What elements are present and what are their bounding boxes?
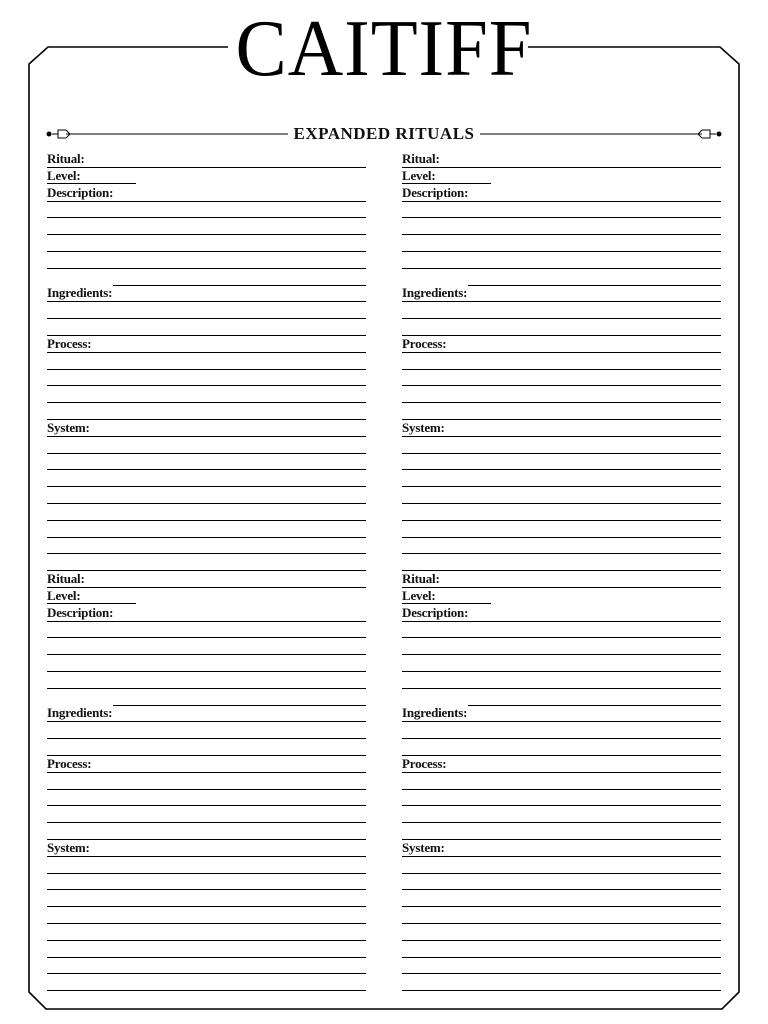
writing-line[interactable] xyxy=(47,822,366,840)
system-label: System: xyxy=(47,419,90,435)
writing-line[interactable] xyxy=(47,872,366,890)
writing-line[interactable] xyxy=(47,721,366,739)
writing-line[interactable] xyxy=(402,251,721,269)
ritual-entry-block xyxy=(47,150,366,574)
writing-line[interactable] xyxy=(402,234,721,252)
ritual-label: Ritual: xyxy=(402,151,440,166)
process-field[interactable] xyxy=(47,335,366,353)
level-label: Level: xyxy=(47,587,81,603)
level-field[interactable] xyxy=(402,167,492,184)
writing-line[interactable] xyxy=(47,856,366,874)
writing-line[interactable] xyxy=(47,688,366,706)
writing-line[interactable] xyxy=(47,486,366,504)
description-label: Description: xyxy=(47,604,114,620)
section-header xyxy=(0,124,768,144)
ingredients-label: Ingredients: xyxy=(402,705,468,721)
page-title: CAITIFF xyxy=(235,5,533,93)
ritual-field[interactable] xyxy=(47,570,366,588)
system-label: System: xyxy=(402,419,445,435)
writing-line[interactable] xyxy=(47,772,366,790)
description-label: Description: xyxy=(402,604,469,620)
writing-line[interactable] xyxy=(47,738,366,756)
writing-line[interactable] xyxy=(402,503,721,521)
writing-line[interactable] xyxy=(47,956,366,974)
ingredients-field[interactable] xyxy=(402,284,721,302)
ritual-field[interactable] xyxy=(47,150,366,168)
writing-line[interactable] xyxy=(402,671,721,689)
writing-line[interactable] xyxy=(47,620,366,638)
level-field[interactable] xyxy=(47,587,137,604)
ritual-entry-block xyxy=(402,150,721,574)
system-field[interactable] xyxy=(47,839,366,857)
writing-line[interactable] xyxy=(402,923,721,941)
writing-line[interactable] xyxy=(47,788,366,806)
writing-line[interactable] xyxy=(402,973,721,991)
writing-line[interactable] xyxy=(47,217,366,235)
ritual-entry-block xyxy=(402,570,721,994)
writing-line[interactable] xyxy=(402,872,721,890)
writing-line[interactable] xyxy=(47,906,366,924)
writing-line[interactable] xyxy=(402,469,721,487)
writing-line[interactable] xyxy=(402,889,721,907)
description-field[interactable] xyxy=(402,184,721,202)
ingredients-field[interactable] xyxy=(47,704,366,722)
writing-line[interactable] xyxy=(402,620,721,638)
writing-line[interactable] xyxy=(402,940,721,958)
writing-line[interactable] xyxy=(47,654,366,672)
writing-line[interactable] xyxy=(47,973,366,991)
process-label: Process: xyxy=(402,755,447,771)
writing-line[interactable] xyxy=(47,385,366,403)
writing-line[interactable] xyxy=(402,688,721,706)
level-label: Level: xyxy=(47,167,81,183)
writing-line[interactable] xyxy=(402,654,721,672)
ritual-label: Ritual: xyxy=(47,571,85,586)
writing-line[interactable] xyxy=(402,200,721,218)
writing-line[interactable] xyxy=(47,402,366,420)
writing-line[interactable] xyxy=(402,368,721,386)
writing-line[interactable] xyxy=(47,520,366,538)
ingredients-field[interactable] xyxy=(402,704,721,722)
writing-line[interactable] xyxy=(47,469,366,487)
writing-line[interactable] xyxy=(47,200,366,218)
writing-line[interactable] xyxy=(402,436,721,454)
system-field[interactable] xyxy=(47,419,366,437)
writing-line[interactable] xyxy=(47,352,366,370)
writing-line[interactable] xyxy=(47,553,366,571)
level-field[interactable] xyxy=(47,167,137,184)
writing-line[interactable] xyxy=(47,301,366,319)
writing-line[interactable] xyxy=(402,486,721,504)
process-field[interactable] xyxy=(47,755,366,773)
ritual-field[interactable] xyxy=(402,570,721,588)
description-field[interactable] xyxy=(402,604,721,622)
ingredients-label: Ingredients: xyxy=(47,285,113,301)
writing-line[interactable] xyxy=(47,368,366,386)
ritual-label: Ritual: xyxy=(47,151,85,166)
system-field[interactable] xyxy=(402,419,721,437)
writing-line[interactable] xyxy=(402,906,721,924)
process-field[interactable] xyxy=(402,335,721,353)
writing-line[interactable] xyxy=(402,536,721,554)
writing-line[interactable] xyxy=(47,268,366,286)
writing-line[interactable] xyxy=(47,671,366,689)
description-label: Description: xyxy=(47,184,114,200)
ingredients-label: Ingredients: xyxy=(402,285,468,301)
writing-line[interactable] xyxy=(402,637,721,655)
writing-line[interactable] xyxy=(47,318,366,336)
writing-line[interactable] xyxy=(402,217,721,235)
writing-line[interactable] xyxy=(47,637,366,655)
writing-line[interactable] xyxy=(47,536,366,554)
writing-line[interactable] xyxy=(47,503,366,521)
process-field[interactable] xyxy=(402,755,721,773)
writing-line[interactable] xyxy=(47,234,366,252)
writing-line[interactable] xyxy=(47,452,366,470)
level-label: Level: xyxy=(402,587,436,603)
level-label: Level: xyxy=(402,167,436,183)
writing-line[interactable] xyxy=(402,553,721,571)
writing-line[interactable] xyxy=(402,402,721,420)
writing-line[interactable] xyxy=(402,772,721,790)
writing-line[interactable] xyxy=(402,301,721,319)
writing-line[interactable] xyxy=(47,805,366,823)
writing-line[interactable] xyxy=(402,788,721,806)
writing-line[interactable] xyxy=(402,738,721,756)
ritual-label: Ritual: xyxy=(402,571,440,586)
writing-line[interactable] xyxy=(402,721,721,739)
description-field[interactable] xyxy=(47,184,366,202)
process-label: Process: xyxy=(47,755,92,771)
writing-line[interactable] xyxy=(402,452,721,470)
ingredients-label: Ingredients: xyxy=(47,705,113,721)
writing-line[interactable] xyxy=(402,385,721,403)
writing-line[interactable] xyxy=(47,889,366,907)
writing-line[interactable] xyxy=(47,923,366,941)
description-label: Description: xyxy=(402,184,469,200)
system-label: System: xyxy=(402,839,445,855)
system-label: System: xyxy=(47,839,90,855)
writing-line[interactable] xyxy=(47,436,366,454)
writing-line[interactable] xyxy=(402,956,721,974)
writing-line[interactable] xyxy=(47,251,366,269)
ritual-entry-block xyxy=(47,570,366,994)
section-title: EXPANDED RITUALS xyxy=(0,124,768,144)
writing-line[interactable] xyxy=(402,268,721,286)
ingredients-field[interactable] xyxy=(47,284,366,302)
writing-line[interactable] xyxy=(402,520,721,538)
writing-line[interactable] xyxy=(402,856,721,874)
level-field[interactable] xyxy=(402,587,492,604)
process-label: Process: xyxy=(402,335,447,351)
process-label: Process: xyxy=(47,335,92,351)
writing-line[interactable] xyxy=(402,805,721,823)
ritual-field[interactable] xyxy=(402,150,721,168)
system-field[interactable] xyxy=(402,839,721,857)
writing-line[interactable] xyxy=(47,940,366,958)
description-field[interactable] xyxy=(47,604,366,622)
writing-line[interactable] xyxy=(402,318,721,336)
writing-line[interactable] xyxy=(402,352,721,370)
writing-line[interactable] xyxy=(402,822,721,840)
